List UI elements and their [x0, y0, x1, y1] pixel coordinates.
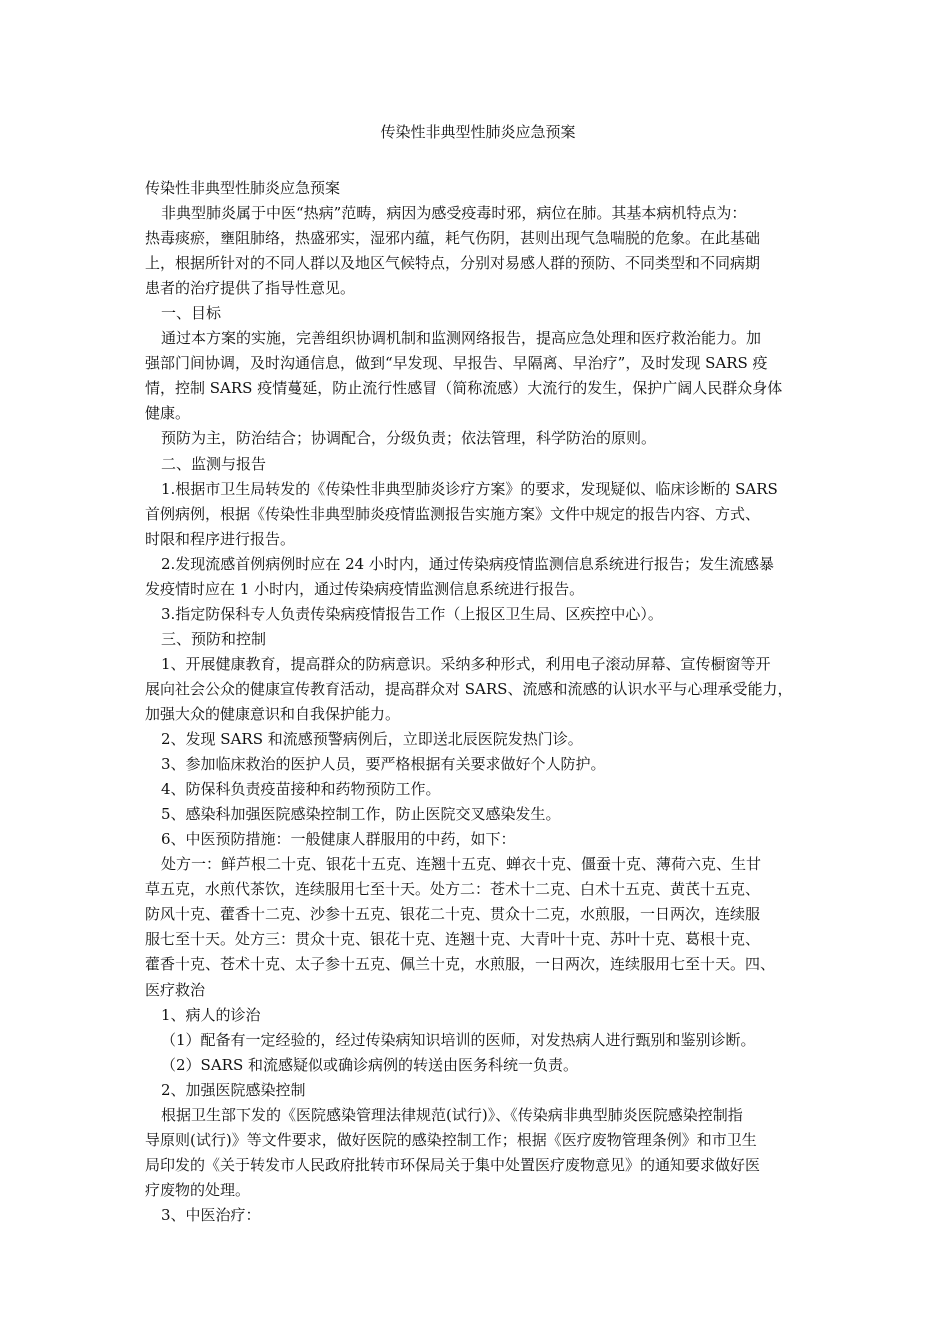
body-line: 通过本方案的实施，完善组织协调机制和监测网络报告，提高应急处理和医疗救治能力。加	[161, 329, 762, 348]
document-title: 传染性非典型性肺炎应急预案	[380, 123, 576, 141]
body-line: 4、防保科负责疫苗接种和药物预防工作。	[161, 780, 441, 799]
body-line: 处方一：鲜芦根二十克、银花十五克、连翘十五克、蝉衣十克、僵蚕十克、薄荷六克、生甘	[161, 855, 762, 874]
section-heading: 二、监测与报告	[161, 454, 267, 473]
body-line: 预防为主，防治结合；协调配合，分级负责；依法管理，科学防治的原则。	[161, 429, 657, 448]
body-line: 导原则(试行)》等文件要求，做好医院的感染控制工作；根据《医疗废物管理条例》和市卫生	[145, 1130, 757, 1149]
sub-heading: 1、病人的诊治	[161, 1005, 261, 1024]
body-line: 草五克，水煎代茶饮，连续服用七至十天。处方二：苍术十二克、白术十五克、黄芪十五克、	[145, 880, 761, 899]
body-line: （1）配备有一定经验的，经过传染病知识培训的医师，对发热病人进行甄别和鉴别诊断。	[161, 1030, 756, 1049]
body-line: 上，根据所针对的不同人群以及地区气候特点，分别对易感人群的预防、不同类型和不同病期	[145, 254, 761, 273]
body-line: 热毒痰瘀，壅阻肺络，热盛邪实，湿邪内蕴，耗气伤阴，甚则出现气急喘脱的危象。在此基础	[145, 229, 761, 248]
body-line: 服七至十天。处方三：贯众十克、银花十克、连翘十克、大青叶十克、苏叶十克、葛根十克、	[145, 930, 761, 949]
section-heading: 三、预防和控制	[161, 629, 267, 648]
body-line: 局印发的《关于转发市人民政府批转市环保局关于集中处置医疗废物意见》的通知要求做好医	[145, 1155, 761, 1174]
body-line: 发疫情时应在 1 小时内，通过传染病疫情监测信息系统进行报告。	[145, 579, 585, 598]
body-line: 1.根据市卫生局转发的《传染性非典型肺炎诊疗方案》的要求，发现疑似、临床诊断的 SARS	[161, 479, 778, 498]
body-line: 2、发现 SARS 和流感预警病例后，立即送北辰医院发热门诊。	[161, 730, 583, 749]
body-line: （2）SARS 和流感疑似或确诊病例的转送由医务科统一负责。	[161, 1055, 578, 1074]
body-line: 非典型肺炎属于中医“热病”范畴，病因为感受疫毒时邪，病位在肺。其基本病机特点为：	[161, 204, 747, 223]
body-line: 展向社会公众的健康宣传教育活动，提高群众对 SARS、流感和流感的认识水平与心理承受能力，	[145, 679, 793, 698]
body-line: 2.发现流感首例病例时应在 24 小时内，通过传染病疫情监测信息系统进行报告；发生流感暴	[161, 554, 774, 573]
body-line: 3、参加临床救治的医护人员，要严格根据有关要求做好个人防护。	[161, 755, 606, 774]
body-line: 患者的治疗提供了指导性意见。	[145, 279, 356, 298]
body-line: 传染性非典型性肺炎应急预案	[145, 179, 341, 197]
body-line: 根据卫生部下发的《医院感染管理法律规范(试行)》、《传染病非典型肺炎医院感染控制指	[161, 1105, 743, 1124]
body-line: 5、感染科加强医院感染控制工作，防止医院交叉感染发生。	[161, 805, 561, 824]
section-heading: 一、目标	[161, 304, 222, 323]
document-body	[145, 176, 811, 1228]
body-line: 首例病例，根据《传染性非典型肺炎疫情监测报告实施方案》文件中规定的报告内容、方式、	[145, 504, 761, 523]
body-line: 强部门间协调，及时沟通信息，做到“早发现、早报告、早隔离、早治疗”，及时发现 SARS 疫	[145, 354, 768, 373]
body-line: 加强大众的健康意识和自我保护能力。	[145, 704, 401, 723]
body-line: 藿香十克、苍术十克、太子参十五克、佩兰十克，水煎服，一日两次，连续服用七至十天。四、	[145, 955, 776, 974]
body-line: 情，控制 SARS 疫情蔓延，防止流行性感冒（简称流感）大流行的发生，保护广阔人民群众身体	[145, 379, 783, 398]
document-page	[145, 120, 811, 1228]
sub-heading: 2、加强医院感染控制	[161, 1080, 306, 1099]
body-line: 时限和程序进行报告。	[145, 529, 296, 548]
body-line: 防风十克、藿香十二克、沙参十五克、银花二十克、贯众十二克，水煎服，一日两次，连续服	[145, 905, 761, 924]
body-line: 疗废物的处理。	[145, 1180, 251, 1199]
body-line: 健康。	[145, 404, 191, 423]
sub-heading: 3、中医治疗：	[161, 1205, 261, 1224]
body-line: 1、开展健康教育，提高群众的防病意识。采纳多种形式，利用电子滚动屏幕、宣传橱窗等开	[161, 654, 771, 673]
body-line: 6、中医预防措施：一般健康人群服用的中药，如下：	[161, 830, 516, 849]
body-line: 3.指定防保科专人负责传染病疫情报告工作（上报区卫生局、区疾控中心）。	[161, 604, 663, 623]
body-line: 医疗救治	[145, 980, 206, 999]
